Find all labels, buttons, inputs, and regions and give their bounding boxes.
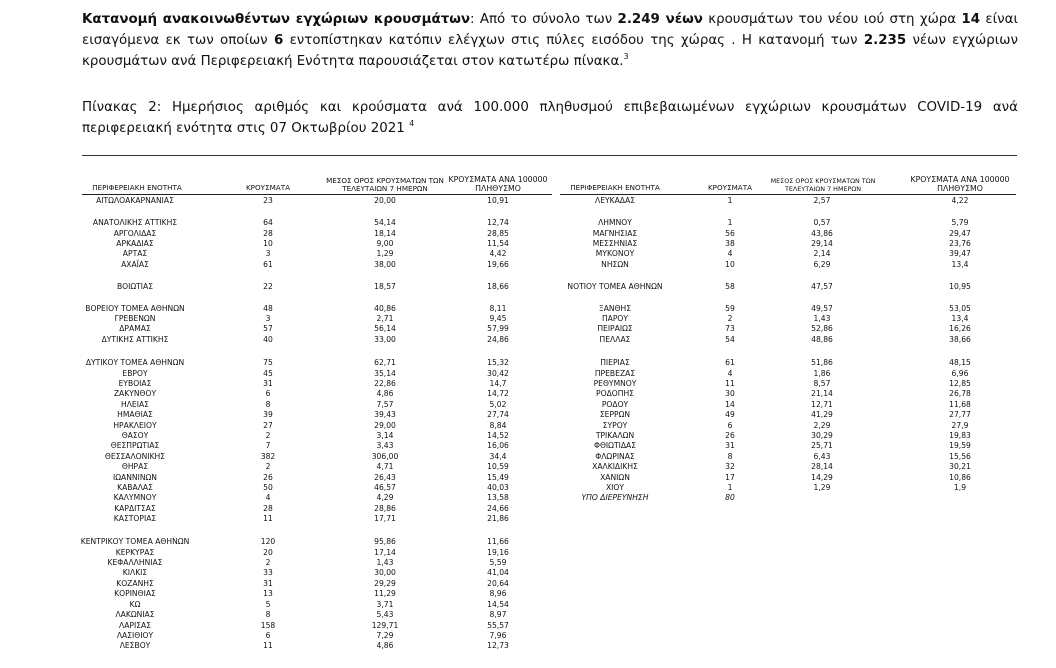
right-avg-value: 41,29: [811, 410, 833, 419]
left-per-capita-value: 7,96: [489, 631, 507, 640]
right-unit-name: ΠΕΙΡΑΙΩΣ: [597, 324, 633, 333]
intro-text-3: είναι εισαγόμενα εκ των οποίων: [82, 12, 1018, 48]
header-per-l2-left: ΠΛΗΘΥΣΜΟ: [475, 184, 521, 193]
left-avg-value: 129,71: [371, 621, 399, 630]
right-cases-value: 26: [725, 431, 735, 440]
left-unit-name: ΚΕΡΚΥΡΑΣ: [115, 548, 155, 557]
intro-footnote: 3: [623, 52, 629, 61]
left-cases-value: 6: [265, 389, 271, 398]
right-per-capita-value: 4,22: [951, 196, 969, 205]
right-per-capita-value: 23,76: [949, 239, 971, 248]
right-cases-value: 2: [727, 314, 733, 323]
right-unit-name: ΜΕΣΣΗΝΙΑΣ: [592, 239, 638, 248]
left-per-capita-value: 15,32: [487, 358, 509, 367]
left-avg-value: 56,14: [374, 324, 396, 333]
right-avg-value: 47,57: [811, 282, 833, 291]
left-per-capita-value: 19,16: [487, 548, 509, 557]
intro-lead: Κατανομή ανακοινωθέντων εγχώριων κρουσμάτων: [82, 12, 470, 27]
left-cases-value: 2: [265, 558, 271, 567]
header-per-l2-right: ΠΛΗΘΥΣΜΟ: [937, 184, 983, 193]
header-cases-right: ΚΡΟΥΣΜΑΤΑ: [707, 183, 753, 192]
caption-text: Πίνακας 2: Ημερήσιος αριθμός και κρούσματα ανά 100.000 πληθυσμού επιβεβαιωμένων εγχώριων κρουσμάτων COVID-19 ανά περιφερειακή ενότητα στις 07 Οκτωβρίου 2021: [82, 100, 1018, 136]
left-cases-value: 3: [265, 249, 271, 258]
right-cases-value: 61: [725, 358, 735, 367]
left-per-capita-value: 55,57: [487, 621, 509, 630]
left-per-capita-value: 5,59: [489, 558, 507, 567]
right-unit-name: ΜΑΓΝΗΣΙΑΣ: [592, 229, 638, 238]
header-underline-right: [560, 194, 1016, 195]
left-unit-name: ΚΩ: [129, 600, 141, 609]
right-cases-value: 6: [727, 421, 733, 430]
left-per-capita-value: 19,66: [487, 260, 509, 269]
right-cases-value: 54: [725, 335, 735, 344]
left-avg-value: 17,71: [374, 514, 396, 523]
left-cases-value: 75: [263, 358, 273, 367]
left-avg-value: 2,71: [376, 314, 394, 323]
left-per-capita-value: 4,42: [489, 249, 507, 258]
left-per-capita-value: 30,42: [487, 369, 509, 378]
left-cases-value: 40: [263, 335, 273, 344]
right-per-capita-value: 30,21: [949, 462, 971, 471]
intro-text-4: εντοπίστηκαν κατόπιν ελέγχων στις πύλες εισόδου της χώρας . Η κατανομή των: [283, 33, 864, 48]
left-avg-value: 11,29: [374, 589, 396, 598]
right-per-capita-value: 27,77: [949, 410, 971, 419]
left-cases-value: 6: [265, 631, 271, 640]
right-cases-value: 1: [727, 218, 733, 227]
right-per-capita-value: 10,95: [949, 282, 971, 291]
left-unit-name: ΙΩΑΝΝΙΝΩΝ: [112, 473, 157, 482]
right-cases-value: 17: [725, 473, 735, 482]
left-per-capita-value: 10,91: [487, 196, 509, 205]
header-avg-l2-left: ΤΕΛΕΥΤΑΙΩΝ 7 ΗΜΕΡΩΝ: [342, 184, 428, 193]
left-avg-value: 39,43: [374, 410, 396, 419]
left-cases-value: 48: [263, 304, 273, 313]
right-unit-name: ΣΕΡΡΩΝ: [599, 410, 631, 419]
header-unit-left: ΠΕΡΙΦΕΡΕΙΑΚΗ ΕΝΟΤΗΤΑ: [92, 183, 182, 192]
left-unit-name: ΕΥΒΟΙΑΣ: [118, 379, 152, 388]
left-per-capita-value: 24,86: [487, 335, 509, 344]
left-cases-value: 11: [263, 641, 273, 650]
left-per-capita-value: 28,85: [487, 229, 509, 238]
right-unit-name: ΠΙΕΡΙΑΣ: [600, 358, 630, 367]
right-cases-value: 31: [725, 441, 735, 450]
intro-total: 2.249 νέων: [617, 12, 703, 27]
left-avg-value: 29,00: [374, 421, 396, 430]
right-per-capita-value: 1,9: [953, 483, 967, 492]
intro-border: 6: [273, 33, 284, 48]
left-avg-value: 7,29: [376, 631, 394, 640]
right-avg-value: 48,86: [811, 335, 833, 344]
left-cases-value: 5: [265, 600, 271, 609]
right-avg-value: 12,71: [811, 400, 833, 409]
left-avg-value: 20,00: [374, 196, 396, 205]
right-per-capita-value: 11,68: [949, 400, 971, 409]
left-unit-name: ΕΒΡΟΥ: [122, 369, 148, 378]
caption-footnote: 4: [409, 119, 415, 128]
left-avg-value: 18,57: [374, 282, 396, 291]
right-avg-value: 0,57: [813, 218, 831, 227]
left-cases-value: 27: [263, 421, 273, 430]
right-avg-value: 6,29: [813, 260, 831, 269]
right-per-capita-value: 27,9: [951, 421, 969, 430]
right-unit-name: ΧΙΟΥ: [605, 483, 625, 492]
left-per-capita-value: 20,64: [487, 579, 509, 588]
right-cases-value: 56: [725, 229, 735, 238]
left-avg-value: 95,86: [374, 537, 396, 546]
left-cases-value: 20: [263, 548, 273, 557]
left-per-capita-value: 21,86: [487, 514, 509, 523]
left-cases-value: 45: [263, 369, 273, 378]
left-unit-name: ΚΑΛΥΜΝΟΥ: [113, 493, 157, 502]
left-cases-value: 39: [263, 410, 273, 419]
left-cases-value: 13: [263, 589, 273, 598]
right-avg-value: 1,86: [813, 369, 831, 378]
left-avg-value: 1,29: [376, 249, 394, 258]
right-unit-name: ΤΡΙΚΑΛΩΝ: [595, 431, 635, 440]
left-cases-value: 57: [263, 324, 273, 333]
right-per-capita-value: 39,47: [949, 249, 971, 258]
left-cases-value: 64: [263, 218, 273, 227]
left-cases-value: 3: [265, 314, 271, 323]
right-avg-value: 52,86: [811, 324, 833, 333]
left-avg-value: 4,29: [376, 493, 394, 502]
left-per-capita-value: 34,4: [489, 452, 507, 461]
left-unit-name: ΔΥΤΙΚΗΣ ΑΤΤΙΚΗΣ: [101, 335, 169, 344]
left-cases-value: 382: [260, 452, 276, 461]
left-per-capita-value: 8,96: [489, 589, 507, 598]
right-per-capita-value: 19,59: [949, 441, 971, 450]
caption-divider: [82, 155, 1017, 156]
left-per-capita-value: 10,59: [487, 462, 509, 471]
left-unit-name: ΚΕΦΑΛΛΗΝΙΑΣ: [107, 558, 163, 567]
header-avg-l1-left: ΜΕΣΟΣ ΟΡΟΣ ΚΡΟΥΣΜΑΤΩΝ ΤΩΝ: [326, 176, 444, 185]
right-per-capita-value: 5,79: [951, 218, 969, 227]
header-per-l1-left: ΚΡΟΥΣΜΑΤΑ ΑΝΑ 100000: [448, 175, 548, 184]
header-cases-left: ΚΡΟΥΣΜΑΤΑ: [245, 183, 291, 192]
header-underline-left: [82, 194, 552, 195]
left-per-capita-value: 8,97: [489, 610, 507, 619]
left-cases-value: 158: [260, 621, 276, 630]
left-cases-value: 4: [265, 493, 271, 502]
right-per-capita-value: 13,4: [951, 260, 969, 269]
right-avg-value: 14,29: [811, 473, 833, 482]
left-unit-name: ΘΕΣΠΡΩΤΙΑΣ: [110, 441, 160, 450]
right-avg-value: 29,14: [811, 239, 833, 248]
right-avg-value: 51,86: [811, 358, 833, 367]
right-unit-name: ΡΟΔΟΠΗΣ: [596, 389, 634, 398]
right-per-capita-value: 10,86: [949, 473, 971, 482]
right-cases-value: 59: [725, 304, 735, 313]
left-unit-name: ΗΡΑΚΛΕΙΟΥ: [113, 421, 157, 430]
right-cases-value: 32: [725, 462, 735, 471]
left-avg-value: 35,14: [374, 369, 396, 378]
left-cases-value: 120: [260, 537, 276, 546]
right-avg-value: 30,29: [811, 431, 833, 440]
right-per-capita-value: 13,4: [951, 314, 969, 323]
right-per-capita-value: 16,26: [949, 324, 971, 333]
left-per-capita-value: 16,06: [487, 441, 509, 450]
left-avg-value: 306,00: [371, 452, 399, 461]
left-per-capita-value: 40,03: [487, 483, 509, 492]
right-cases-value: 10: [725, 260, 735, 269]
left-unit-name: ΒΟΙΩΤΙΑΣ: [116, 282, 154, 291]
left-cases-value: 31: [263, 379, 273, 388]
left-cases-value: 23: [263, 196, 273, 205]
left-avg-value: 62,71: [374, 358, 396, 367]
left-per-capita-value: 24,66: [487, 504, 509, 513]
left-avg-value: 46,57: [374, 483, 396, 492]
right-avg-value: 1,43: [813, 314, 831, 323]
left-unit-name: ΘΕΣΣΑΛΟΝΙΚΗΣ: [104, 452, 166, 461]
right-unit-name: ΛΗΜΝΟΥ: [598, 218, 632, 227]
left-cases-value: 10: [263, 239, 273, 248]
left-per-capita-value: 5,02: [489, 400, 507, 409]
left-cases-value: 26: [263, 473, 273, 482]
left-unit-name: ΑΙΤΩΛΟΑΚΑΡΝΑΝΙΑΣ: [96, 196, 174, 205]
left-unit-name: ΘΗΡΑΣ: [121, 462, 149, 471]
header-avg-l2-right: ΤΕΛΕΥΤΑΙΩΝ 7 ΗΜΕΡΩΝ: [784, 185, 862, 193]
right-avg-value: 2,14: [813, 249, 831, 258]
left-per-capita-value: 14,72: [487, 389, 509, 398]
left-unit-name: ΚΑΒΑΛΑΣ: [117, 483, 153, 492]
left-unit-name: ΚΙΛΚΙΣ: [122, 568, 148, 577]
right-avg-value: 6,43: [813, 452, 831, 461]
left-unit-name: ΖΑΚΥΝΘΟΥ: [113, 389, 157, 398]
right-unit-name: ΠΑΡΟΥ: [601, 314, 629, 323]
left-avg-value: 17,14: [374, 548, 396, 557]
left-unit-name: ΒΟΡΕΙΟΥ ΤΟΜΕΑ ΑΘΗΝΩΝ: [85, 304, 185, 313]
right-cases-value: 4: [727, 369, 733, 378]
left-unit-name: ΗΛΕΙΑΣ: [121, 400, 149, 409]
right-cases-value: 58: [725, 282, 735, 291]
left-per-capita-value: 18,66: [487, 282, 509, 291]
right-avg-value: 2,29: [813, 421, 831, 430]
right-unit-name: ΝΗΣΩΝ: [601, 260, 629, 269]
left-cases-value: 11: [263, 514, 273, 523]
left-unit-name: ΚΑΣΤΟΡΙΑΣ: [113, 514, 157, 523]
left-cases-value: 2: [265, 462, 271, 471]
left-cases-value: 8: [265, 610, 271, 619]
left-cases-value: 33: [263, 568, 273, 577]
left-unit-name: ΛΑΡΙΣΑΣ: [119, 621, 151, 630]
left-avg-value: 18,14: [374, 229, 396, 238]
left-avg-value: 7,57: [376, 400, 394, 409]
left-per-capita-value: 41,04: [487, 568, 509, 577]
right-cases-value: 80: [725, 493, 735, 502]
left-per-capita-value: 12,74: [487, 218, 509, 227]
left-avg-value: 40,86: [374, 304, 396, 313]
right-cases-value: 73: [725, 324, 735, 333]
right-cases-value: 30: [725, 389, 735, 398]
left-unit-name: ΔΥΤΙΚΟΥ ΤΟΜΕΑ ΑΘΗΝΩΝ: [85, 358, 185, 367]
left-unit-name: ΚΑΡΔΙΤΣΑΣ: [114, 504, 156, 513]
left-avg-value: 1,43: [376, 558, 394, 567]
right-unit-name: ΜΥΚΟΝΟΥ: [595, 249, 635, 258]
right-cases-value: 8: [727, 452, 733, 461]
left-per-capita-value: 11,66: [487, 537, 509, 546]
left-per-capita-value: 8,84: [489, 421, 507, 430]
left-per-capita-value: 14,52: [487, 431, 509, 440]
left-avg-value: 9,00: [376, 239, 394, 248]
left-unit-name: ΛΑΣΙΘΙΟΥ: [116, 631, 154, 640]
header-unit-right: ΠΕΡΙΦΕΡΕΙΑΚΗ ΕΝΟΤΗΤΑ: [570, 183, 660, 192]
left-unit-name: ΚΕΝΤΡΙΚΟΥ ΤΟΜΕΑ ΑΘΗΝΩΝ: [80, 537, 190, 546]
right-unit-name: ΡΟΔΟΥ: [601, 400, 629, 409]
left-unit-name: ΔΡΑΜΑΣ: [119, 324, 151, 333]
intro-imported: 14: [961, 12, 981, 27]
left-cases-value: 61: [263, 260, 273, 269]
left-per-capita-value: 9,45: [489, 314, 507, 323]
left-cases-value: 28: [263, 229, 273, 238]
right-avg-value: 21,14: [811, 389, 833, 398]
right-unit-name: ΛΕΥΚΑΔΑΣ: [595, 196, 635, 205]
left-avg-value: 38,00: [374, 260, 396, 269]
left-unit-name: ΚΟΡΙΝΘΙΑΣ: [114, 589, 156, 598]
right-per-capita-value: 6,96: [951, 369, 969, 378]
intro-text-2: κρουσμάτων του νέου ιού στη χώρα: [702, 12, 962, 27]
left-cases-value: 28: [263, 504, 273, 513]
table-caption: [82, 97, 1018, 139]
right-avg-value: 25,71: [811, 441, 833, 450]
left-per-capita-value: 27,74: [487, 410, 509, 419]
right-per-capita-value: 48,15: [949, 358, 971, 367]
right-unit-name: ΧΑΝΙΩΝ: [600, 473, 630, 482]
left-avg-value: 22,86: [374, 379, 396, 388]
left-unit-name: ΑΧΑΪΑΣ: [121, 260, 149, 269]
left-unit-name: ΚΟΖΑΝΗΣ: [116, 579, 154, 588]
right-unit-name: ΝΟΤΙΟΥ ΤΟΜΕΑ ΑΘΗΝΩΝ: [567, 282, 663, 291]
right-unit-name: ΠΕΛΛΑΣ: [599, 335, 631, 344]
left-avg-value: 54,14: [374, 218, 396, 227]
right-unit-name: ΞΑΝΘΗΣ: [598, 304, 632, 313]
left-per-capita-value: 8,11: [489, 304, 507, 313]
left-cases-value: 50: [263, 483, 273, 492]
header-avg-l1-right: ΜΕΣΟΣ ΟΡΟΣ ΚΡΟΥΣΜΑΤΩΝ ΤΩΝ: [770, 177, 876, 185]
left-unit-name: ΑΝΑΤΟΛΙΚΗΣ ΑΤΤΙΚΗΣ: [92, 218, 178, 227]
right-per-capita-value: 53,05: [949, 304, 971, 313]
right-avg-value: 43,86: [811, 229, 833, 238]
left-cases-value: 31: [263, 579, 273, 588]
left-per-capita-value: 14,7: [489, 379, 507, 388]
right-per-capita-value: 12,85: [949, 379, 971, 388]
left-per-capita-value: 15,49: [487, 473, 509, 482]
left-avg-value: 4,71: [376, 462, 394, 471]
left-cases-value: 2: [265, 431, 271, 440]
left-avg-value: 4,86: [376, 641, 394, 650]
left-avg-value: 3,43: [376, 441, 394, 450]
intro-text-1: : Από το σύνολο των: [470, 12, 618, 27]
left-unit-name: ΗΜΑΘΙΑΣ: [117, 410, 153, 419]
intro-domestic: 2.235: [863, 33, 907, 48]
right-per-capita-value: 15,56: [949, 452, 971, 461]
left-avg-value: 5,43: [376, 610, 394, 619]
right-per-capita-value: 19,83: [949, 431, 971, 440]
right-unit-name: ΥΠΟ ΔΙΕΡΕΥΝΗΣΗ: [581, 493, 649, 502]
left-unit-name: ΑΡΓΟΛΙΔΑΣ: [113, 229, 157, 238]
right-avg-value: 8,57: [813, 379, 831, 388]
left-unit-name: ΓΡΕΒΕΝΩΝ: [114, 314, 156, 323]
right-avg-value: 1,29: [813, 483, 831, 492]
right-avg-value: 49,57: [811, 304, 833, 313]
left-avg-value: 30,00: [374, 568, 396, 577]
left-per-capita-value: 57,99: [487, 324, 509, 333]
right-avg-value: 2,57: [813, 196, 831, 205]
right-cases-value: 38: [725, 239, 735, 248]
intro-paragraph: [82, 9, 1018, 72]
right-per-capita-value: 29,47: [949, 229, 971, 238]
right-cases-value: 49: [725, 410, 735, 419]
right-unit-name: ΦΛΩΡΙΝΑΣ: [595, 452, 635, 461]
left-cases-value: 7: [265, 441, 271, 450]
right-unit-name: ΣΥΡΟΥ: [602, 421, 628, 430]
left-avg-value: 4,86: [376, 389, 394, 398]
left-unit-name: ΛΕΣΒΟΥ: [119, 641, 151, 650]
left-avg-value: 3,14: [376, 431, 394, 440]
right-per-capita-value: 38,66: [949, 335, 971, 344]
right-cases-value: 11: [725, 379, 735, 388]
left-per-capita-value: 13,58: [487, 493, 509, 502]
left-unit-name: ΑΡΤΑΣ: [122, 249, 148, 258]
left-avg-value: 33,00: [374, 335, 396, 344]
left-unit-name: ΑΡΚΑΔΙΑΣ: [116, 239, 154, 248]
right-cases-value: 1: [727, 483, 733, 492]
right-per-capita-value: 26,78: [949, 389, 971, 398]
left-per-capita-value: 11,54: [487, 239, 509, 248]
right-avg-value: 28,14: [811, 462, 833, 471]
right-cases-value: 14: [725, 400, 735, 409]
left-avg-value: 3,71: [376, 600, 394, 609]
left-unit-name: ΛΑΚΩΝΙΑΣ: [115, 610, 155, 619]
left-avg-value: 26,43: [374, 473, 396, 482]
left-avg-value: 29,29: [374, 579, 396, 588]
right-unit-name: ΦΘΙΩΤΙΔΑΣ: [593, 441, 637, 450]
left-per-capita-value: 12,73: [487, 641, 509, 650]
right-unit-name: ΡΕΘΥΜΝΟΥ: [593, 379, 637, 388]
header-per-l1-right: ΚΡΟΥΣΜΑΤΑ ΑΝΑ 100000: [910, 175, 1010, 184]
right-cases-value: 4: [727, 249, 733, 258]
right-unit-name: ΠΡΕΒΕΖΑΣ: [594, 369, 636, 378]
intro-text-5: νέων εγχώριων κρουσμάτων ανά Περιφερειακή Ενότητα παρουσιάζεται στον κατωτέρω πίνακα.: [82, 33, 1018, 69]
left-unit-name: ΘΑΣΟΥ: [121, 431, 149, 440]
left-per-capita-value: 14,54: [487, 600, 509, 609]
left-avg-value: 28,86: [374, 504, 396, 513]
left-cases-value: 8: [265, 400, 271, 409]
right-unit-name: ΧΑΛΚΙΔΙΚΗΣ: [592, 462, 638, 471]
left-cases-value: 22: [263, 282, 273, 291]
right-cases-value: 1: [727, 196, 733, 205]
